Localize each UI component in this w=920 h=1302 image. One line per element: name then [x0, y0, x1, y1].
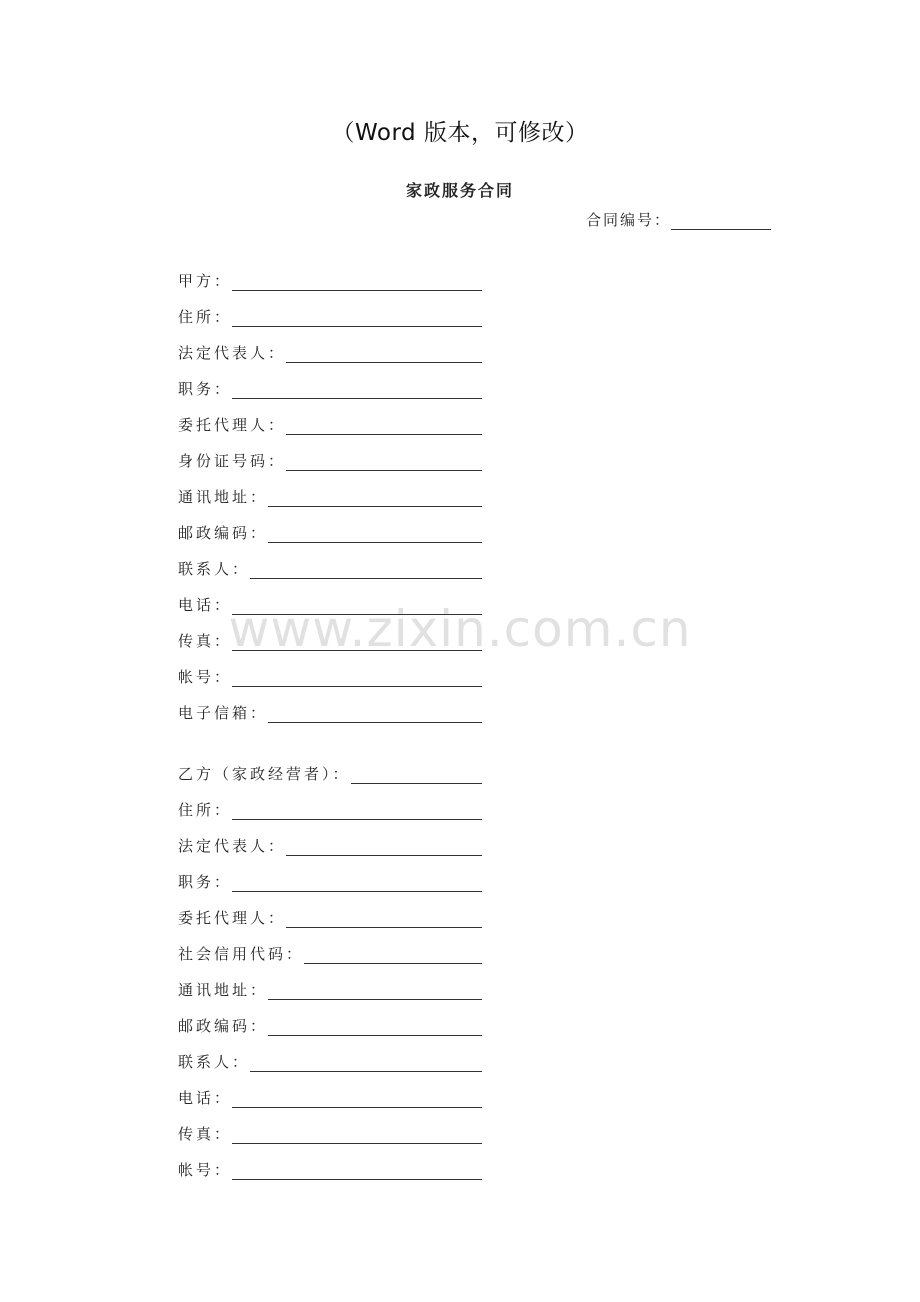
party-a-phone-field	[178, 592, 482, 616]
fill-blank[interactable]	[250, 564, 482, 579]
document-title: 家政服务合同	[405, 181, 514, 200]
version-note: （Word 版本，可修改）	[331, 120, 589, 146]
fill-blank[interactable]	[268, 985, 482, 1000]
field-label: 联系人：	[178, 1053, 251, 1071]
field-label: 职务：	[178, 873, 233, 891]
fill-blank[interactable]	[232, 1165, 482, 1180]
fill-blank[interactable]	[268, 528, 482, 543]
party-b-account-field	[178, 1157, 482, 1181]
fill-blank[interactable]	[268, 708, 482, 723]
party-b-contact-field	[178, 1049, 482, 1073]
field-label: 社会信用代码：	[178, 945, 305, 963]
party-a-postal-code-field	[178, 520, 482, 544]
party-b-position-field	[178, 869, 482, 893]
party-a-mailing-address-field	[178, 484, 482, 508]
party-a-agent-field	[178, 412, 482, 436]
field-label: 委托代理人：	[178, 416, 287, 434]
field-label: 通讯地址：	[178, 981, 269, 999]
fill-blank[interactable]	[286, 913, 482, 928]
party-b-phone-field	[178, 1085, 482, 1109]
fill-blank[interactable]	[232, 276, 482, 291]
fill-blank[interactable]	[286, 841, 482, 856]
field-label: 住所：	[178, 308, 233, 326]
party-b-credit-code-field	[178, 941, 482, 965]
fill-blank[interactable]	[286, 420, 482, 435]
party-a-contact-field	[178, 556, 482, 580]
party-a-address-field	[178, 304, 482, 328]
contract-number-label: 合同编号：	[586, 211, 672, 229]
contract-number-blank[interactable]	[671, 213, 771, 230]
party-a-position-field	[178, 376, 482, 400]
field-label: 电话：	[178, 596, 233, 614]
fill-blank[interactable]	[232, 1093, 482, 1108]
fill-blank[interactable]	[268, 492, 482, 507]
watermark: www.zixin.com.cn	[228, 600, 692, 658]
fill-blank[interactable]	[232, 672, 482, 687]
field-label: 帐号：	[178, 1161, 233, 1179]
field-label: 甲方：	[178, 272, 233, 290]
fill-blank[interactable]	[286, 456, 482, 471]
contract-number-field	[586, 209, 771, 230]
fill-blank[interactable]	[351, 769, 482, 784]
field-label: 传真：	[178, 632, 233, 650]
fill-blank[interactable]	[250, 1057, 482, 1072]
field-label: 通讯地址：	[178, 488, 269, 506]
fill-blank[interactable]	[232, 384, 482, 399]
party-b-postal-code-field	[178, 1013, 482, 1037]
party-b-name-field	[178, 761, 482, 785]
party-b-legal-rep-field	[178, 833, 482, 857]
fill-blank[interactable]	[232, 877, 482, 892]
fill-blank[interactable]	[286, 348, 482, 363]
fill-blank[interactable]	[232, 312, 482, 327]
fill-blank[interactable]	[232, 1129, 482, 1144]
party-a-fax-field	[178, 628, 482, 652]
field-label: 住所：	[178, 801, 233, 819]
fill-blank[interactable]	[232, 636, 482, 651]
field-label: 身份证号码：	[178, 452, 287, 470]
party-b-agent-field	[178, 905, 482, 929]
party-a-name-field	[178, 268, 482, 292]
party-a-account-field	[178, 664, 482, 688]
field-label: 电话：	[178, 1089, 233, 1107]
field-label: 职务：	[178, 380, 233, 398]
field-label: 乙方（家政经营者）：	[178, 765, 351, 783]
field-label: 委托代理人：	[178, 909, 287, 927]
party-a-legal-rep-field	[178, 340, 482, 364]
fill-blank[interactable]	[232, 805, 482, 820]
field-label: 传真：	[178, 1125, 233, 1143]
fill-blank[interactable]	[268, 1021, 482, 1036]
field-label: 邮政编码：	[178, 1017, 269, 1035]
party-a-id-number-field	[178, 448, 482, 472]
field-label: 法定代表人：	[178, 344, 287, 362]
party-a-email-field	[178, 700, 482, 724]
party-b-mailing-address-field	[178, 977, 482, 1001]
party-b-fax-field	[178, 1121, 482, 1145]
fill-blank[interactable]	[232, 600, 482, 615]
field-label: 电子信箱：	[178, 704, 269, 722]
fill-blank[interactable]	[304, 949, 482, 964]
field-label: 联系人：	[178, 560, 251, 578]
field-label: 邮政编码：	[178, 524, 269, 542]
field-label: 法定代表人：	[178, 837, 287, 855]
field-label: 帐号：	[178, 668, 233, 686]
party-b-address-field	[178, 797, 482, 821]
